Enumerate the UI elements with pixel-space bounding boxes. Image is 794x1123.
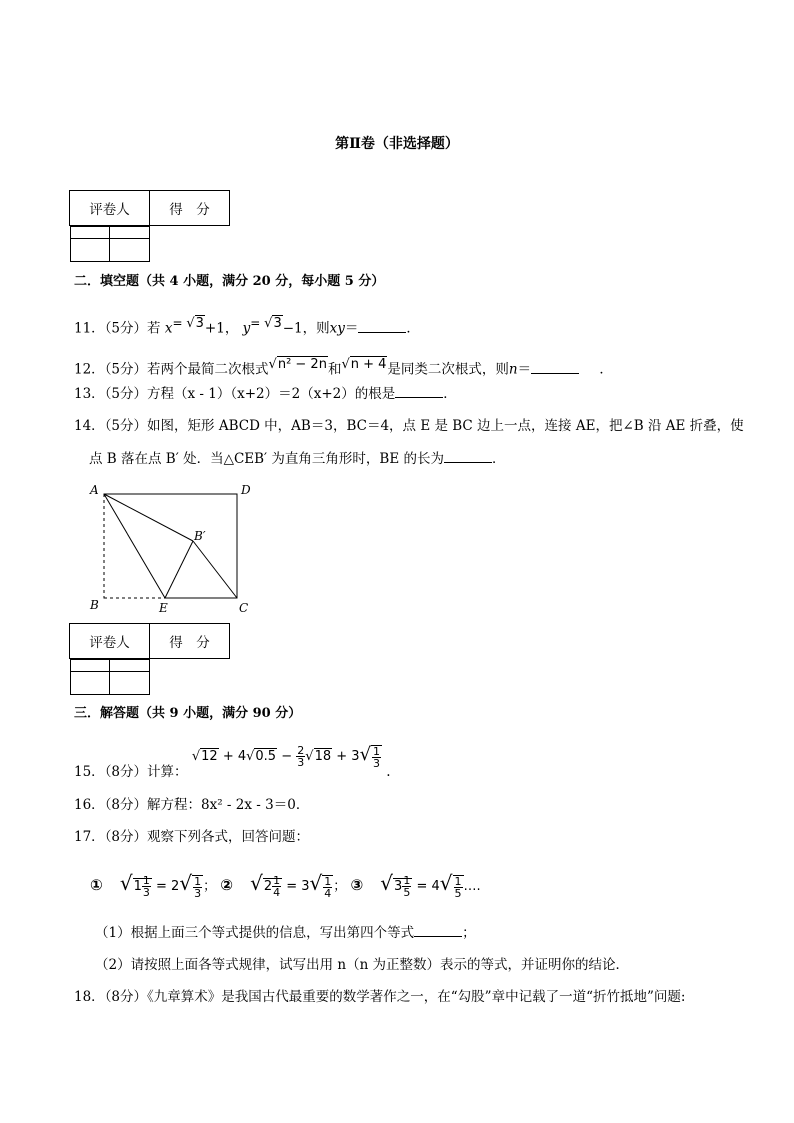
rectangle-fold-figure (80, 478, 260, 618)
question-18: 18．（8分）《九章算术》是我国古代最重要的数学著作之一，在“勾股”章中记载了一道“折竹抵地”问题: (74, 989, 686, 1005)
answer-blank[interactable] (414, 924, 462, 937)
question-12: 12．（5分）若两个最简二次根式$^{√n^2 - 2n}$和$^{√n + 4}$是同类二次根式，则n＝ ． (74, 357, 613, 378)
answer-blank[interactable] (358, 320, 406, 333)
grader-header: 评卷人 (70, 191, 150, 226)
question-17-examples: ① √1 $\frac{1}{3}$ = 2√ $\frac{1}{3}$ ； ② √2 $\frac{1}{4}$ = 3√ $\frac{1}{4}$ ； ③ √3 $\frac{1}{5}$ = 4√ $\frac{1}{5}$ …. (90, 871, 481, 900)
question-17-part-2: （2）请按照上面各等式规律，试写出用 n（n 为正整数）表示的等式，并证明你的结论． (95, 957, 630, 973)
answer-blank[interactable] (531, 361, 579, 374)
section-heading-answer: 三．解答题（共 9 小题，满分 90 分） (74, 706, 302, 721)
label-c: C (239, 601, 249, 615)
question-16: 16．（8分）解方程：8x² - 2x - 3＝0． (74, 797, 310, 813)
answer-blank[interactable] (444, 450, 492, 463)
score-header: 得 分 (150, 191, 230, 226)
score-cell[interactable] (110, 227, 150, 262)
section-title: 第Ⅱ卷（非选择题） (335, 136, 459, 152)
score-table (69, 190, 230, 243)
question-17-part-1: （1）根据上面三个等式提供的信息，写出第四个等式 ； (95, 925, 476, 941)
score-header: 得 分 (150, 624, 230, 659)
label-e: E (159, 601, 168, 615)
segment-b-prime-c (193, 541, 237, 598)
score-table-2 (69, 623, 230, 676)
grader-header: 评卷人 (70, 624, 150, 659)
label-b: B (90, 598, 99, 612)
label-a: A (90, 483, 99, 497)
question-11: 11．（5分）若 $x^{= √3}+1$， $y^{= √3}-1$，则xy＝ ． (74, 316, 420, 337)
question-14: 14．（5分）如图，矩形 ABCD 中，AB＝3，BC＝4，点 E 是 BC 边上一点，连接 AE，把∠B 沿 AE 折叠，使 (74, 418, 744, 434)
score-cell[interactable] (110, 660, 150, 695)
label-b-prime: B′ (194, 529, 206, 543)
grader-cell[interactable] (70, 660, 110, 695)
grader-cell[interactable] (70, 227, 110, 262)
label-d: D (241, 483, 251, 497)
segment-eb-prime (165, 541, 193, 598)
question-17: 17．（8分）观察下列各式，回答问题： (74, 829, 310, 845)
question-15: 15．（8分）计算： √12 + 4√0.5 − $\frac{2}{3}$ √18 + 3√ $\frac{1}{3}$ . (74, 744, 391, 780)
rectangle-abcd (104, 494, 237, 598)
question-13: 13．（5分）方程（x - 1）（x+2）＝2（x+2）的根是 ． (74, 386, 457, 402)
question-14-continued: 点 B 落在点 B′ 处．当△CEB′ 为直角三角形时，BE 的长为 ． (89, 451, 506, 467)
answer-blank[interactable] (395, 385, 443, 398)
section-heading-fill-in: 二．填空题（共 4 小题，满分 20 分，每小题 5 分） (74, 274, 385, 289)
